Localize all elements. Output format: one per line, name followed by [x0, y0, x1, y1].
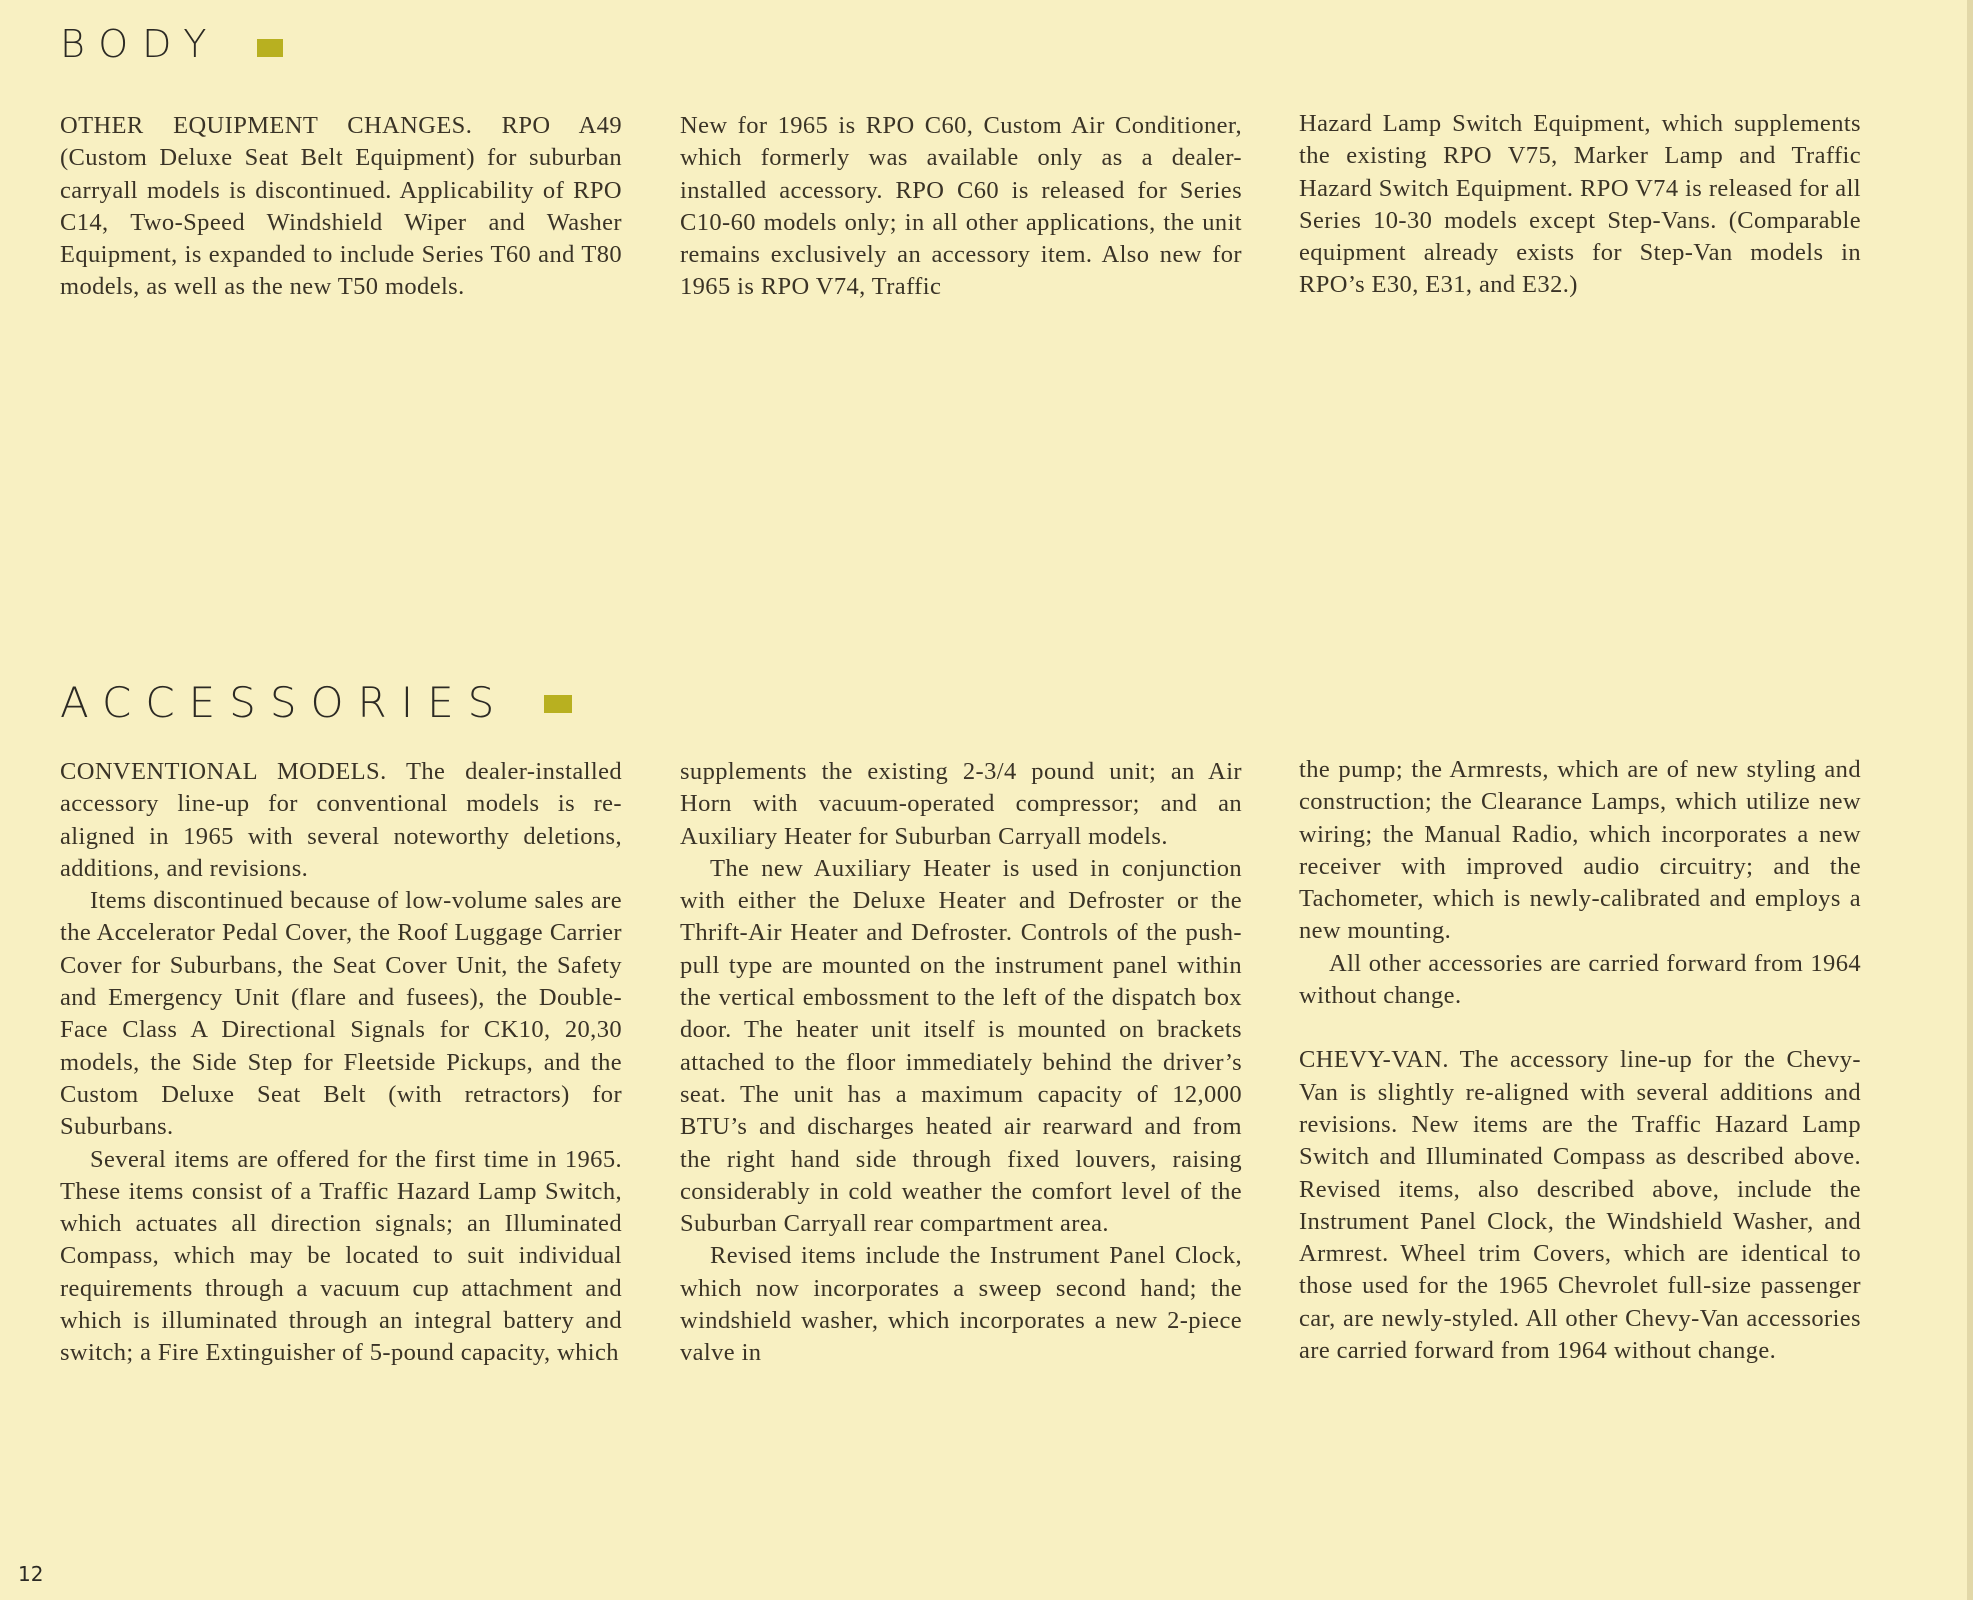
heading-square-marker — [257, 39, 283, 57]
paragraph: Revised items include the Instrument Panel Clock, which now incorporates a sweep second hand; the windshield washer, which incorporates a new 2-piece valve in — [680, 1242, 1242, 1367]
accessories-column-2 — [680, 756, 1242, 1370]
body-column-1 — [60, 110, 622, 304]
paragraph: The new Auxiliary Heater is used in conjunction with either the Deluxe Heater and Defroster or the Thrift-Air Heater and Defroster. Controls of the push-pull type are mounted on the instrument panel within the vertical embossment to the left of the dispatch box door. The heater unit itself is mounted on brackets attached to the floor immediately behind the driver’s seat. The unit has a maximum capacity of 12,000 BTU’s and discharges heated air rearward and from the right hand side through fixed louvers, raising considerably in cold weather the comfort level of the Suburban Carryall rear compartment area. — [680, 854, 1242, 1238]
paragraph: Items discontinued because of low-volume sales are the Accelerator Pedal Cover, the Roof Luggage Carrier Cover for Suburbans, the Seat Cover Unit, the Safety and Emergency Unit (flare and fusees), the Double-Face Class A Directional Signals for CK10, 20,30 models, the Side Step for Fleetside Pickups, and the Custom Deluxe Seat Belt (with retractors) for Suburbans. — [60, 887, 622, 1141]
paragraph: the pump; the Armrests, which are of new styling and construction; the Clearance Lamps, which utilize new wiring; the Manual Radio, which incorporates a new receiver with improved audio circuitry; and the Tachometer, which is newly-calibrated and employs a new mounting. — [1299, 756, 1861, 945]
paragraph: New for 1965 is RPO C60, Custom Air Conditioner, which formerly was available only as a dealer-installed accessory. RPO C60 is released for Series C10-60 models only; in all other applications, the unit remains exclusively an accessory item. Also new for 1965 is RPO V74, Traffic — [680, 112, 1242, 301]
paragraph: Hazard Lamp Switch Equipment, which supplements the existing RPO V75, Marker Lamp and Traffic Hazard Switch Equipment. RPO V74 is released for all Series 10-30 models except Step-Vans. (Comparable equipment already exists for Step-Van models in RPO’s E30, E31, and E32.) — [1299, 110, 1861, 299]
accessories-heading — [60, 678, 572, 727]
paragraph: CONVENTIONAL MODELS. The dealer-installed accessory line-up for conventional models is re-aligned in 1965 with several noteworthy deletions, additions, and revisions. — [60, 758, 622, 882]
body-heading — [60, 22, 283, 66]
paragraph: CHEVY-VAN. The accessory line-up for the Chevy-Van is slightly re-aligned with several additions and revisions. New items are the Traffic Hazard Lamp Switch and Illuminated Compass as described above. Revised items, also described above, include the Instrument Panel Clock, the Windshield Washer, and Armrest. Wheel trim Covers, which are identical to those used for the 1965 Chevrolet full-size passenger car, are newly-styled. All other Chevy-Van accessories are carried forward from 1964 without change. — [1299, 1046, 1861, 1365]
paragraph: OTHER EQUIPMENT CHANGES. RPO A49 (Custom Deluxe Seat Belt Equipment) for suburban carryall models is discontinued. Applicability of RPO C14, Two-Speed Windshield Wiper and Washer Equipment, is expanded to include Series T60 and T80 models, as well as the new T50 models. — [60, 112, 622, 301]
body-heading-text: BODY — [60, 22, 221, 66]
body-column-2 — [680, 110, 1242, 304]
page-number: 12 — [18, 1562, 44, 1586]
body-column-3 — [1299, 108, 1861, 302]
heading-square-marker — [544, 695, 572, 713]
accessories-heading-text: ACCESSORIES — [60, 678, 509, 727]
paragraph: Several items are offered for the first time in 1965. These items consist of a Traffic Hazard Lamp Switch, which actuates all direction signals; an Illuminated Compass, which may be located to suit individual requirements through a vacuum cup attachment and which is illuminated through an integral battery and switch; a Fire Extinguisher of 5-pound capacity, which — [60, 1145, 622, 1367]
paragraph: supplements the existing 2-3/4 pound unit; an Air Horn with vacuum-operated compressor; and an Auxiliary Heater for Suburban Carryall models. — [680, 758, 1242, 850]
accessories-column-3 — [1299, 754, 1861, 1367]
page-edge — [1967, 0, 1973, 1600]
accessories-column-1 — [60, 756, 622, 1370]
paragraph: All other accessories are carried forward from 1964 without change. — [1299, 949, 1861, 1010]
